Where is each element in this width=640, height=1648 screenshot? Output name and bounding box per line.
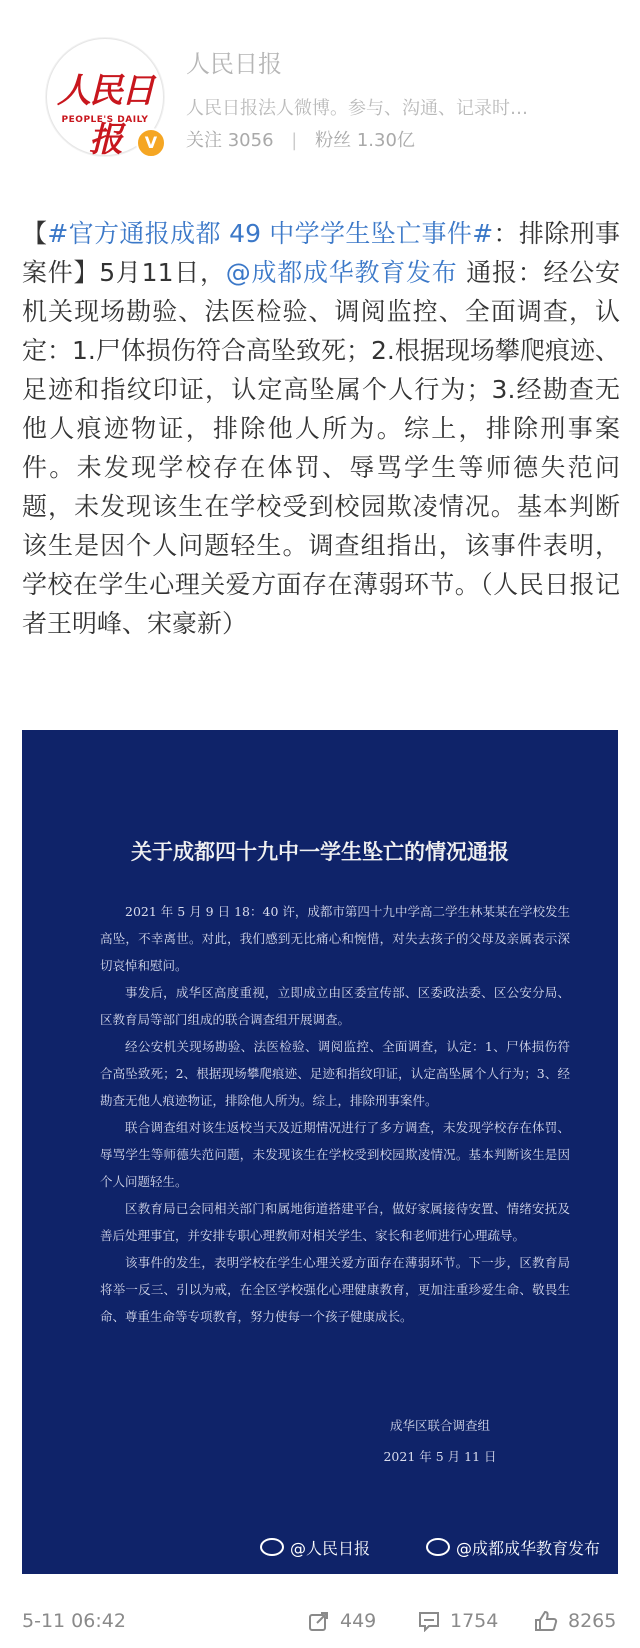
stats-divider: | <box>291 130 298 151</box>
post-footer <box>0 1600 640 1648</box>
watermark-right <box>426 1536 600 1559</box>
repost-icon <box>308 1610 330 1632</box>
post-text <box>22 214 620 643</box>
post-body: 通报：经公安机关现场勘验、法医检验、调阅监控、全面调查，认定：1.尸体损伤符合高坠致死；2.根据现场攀爬痕迹、足迹和指纹印证，认定高坠属个人行为；3.经勘查无他人痕迹物证，排除他人所为。综上，排除刑事案件。未发现学校存在体罚、辱骂学生等师德失范问题，未发现该生在学校受到校园欺凌情况。基本判断该生是因个人问题轻生。调查组指出，该事件表明，学校在学生心理关爱方面存在薄弱环节。（人民日报记者王明峰、宋豪新） <box>22 258 620 638</box>
comment-icon <box>418 1610 440 1632</box>
document-paragraph: 区教育局已会同相关部门和属地街道搭建平台，做好家属接待安置、情绪安抚及善后处理事宜，并安排专职心理教师对相关学生、家长和老师进行心理疏导。 <box>100 1201 570 1243</box>
follow-label: 关注 <box>186 130 222 151</box>
document-paragraph: 联合调查组对该生返校当天及近期情况进行了多方调查，未发现学校存在体罚、辱骂学生等师德失范问题，未发现该生在学校受到校园欺凌情况。基本判断该生是因个人问题轻生。 <box>100 1120 570 1189</box>
account-header <box>0 0 640 190</box>
document-signature-block <box>360 1410 520 1472</box>
mention-link[interactable]: @成都成华教育发布 <box>225 258 458 287</box>
document-title: 关于成都四十九中一学生坠亡的情况通报 <box>131 839 509 864</box>
comment-count: 1754 <box>450 1610 499 1632</box>
account-bio: 人民日报法人微博。参与、沟通、记录时… <box>186 98 528 119</box>
thumbs-up-icon <box>534 1610 558 1632</box>
post-image[interactable] <box>22 730 618 1574</box>
watermark-left <box>260 1536 370 1559</box>
repost-count: 449 <box>340 1610 377 1632</box>
comment-button[interactable] <box>418 1610 498 1632</box>
verified-badge-icon: V <box>136 128 166 158</box>
fans-count[interactable]: 1.30亿 <box>356 130 415 151</box>
fans-label: 粉丝 <box>315 130 352 151</box>
logo-chinese-text: 人民日报 <box>57 71 153 160</box>
like-button[interactable] <box>534 1610 616 1632</box>
logo-english-text: PEOPLE'S DAILY <box>61 115 149 125</box>
document-date: 2021 年 5 月 11 日 <box>383 1449 497 1464</box>
account-stats <box>186 126 415 152</box>
weibo-icon <box>426 1538 450 1556</box>
weibo-icon <box>260 1538 284 1556</box>
document-signature: 成华区联合调查组 <box>389 1418 490 1433</box>
post-time: 5-11 06:42 <box>22 1610 126 1632</box>
repost-button[interactable] <box>308 1610 376 1632</box>
document-paragraph: 经公安机关现场勘验、法医检验、调阅监控、全面调查，认定：1、尸体损伤符合高坠致死；2、根据现场攀爬痕迹、足迹和指纹印证，认定高坠属个人行为；3、经勘查无他人痕迹物证，排除他人所为。综上，排除刑事案件。 <box>100 1039 570 1108</box>
post-bracket-open: 【 <box>22 219 48 248</box>
document-paragraph: 该事件的发生，表明学校在学生心理关爱方面存在薄弱环节。下一步，区教育局将举一反三、引以为戒，在全区学校强化心理健康教育，更加注重珍爱生命、敬畏生命、尊重生命等专项教育，努力使每一个孩子健康成长。 <box>100 1255 570 1324</box>
post-headline-rest: ：排除刑事案件】5月11日， <box>22 219 620 287</box>
follow-count[interactable]: 3056 <box>227 130 274 151</box>
document-paragraph: 事发后，成华区高度重视，立即成立由区委宣传部、区委政法委、区公安分局、区教育局等部门组成的联合调查组开展调查。 <box>100 985 570 1027</box>
account-name[interactable]: 人民日报 <box>186 50 282 78</box>
like-count: 8265 <box>568 1610 617 1632</box>
document-paragraph: 2021 年 5 月 9 日 18：40 许，成都市第四十九中学高二学生林某某在学校发生高坠，不幸离世。对此，我们感到无比痛心和惋惜，对失去孩子的父母及亲属表示深切哀悼和慰问。 <box>100 904 570 973</box>
watermark-right-text: @成都成华教育发布 <box>456 1539 601 1558</box>
document-body <box>100 898 570 1330</box>
watermark-left-text: @人民日报 <box>290 1539 371 1558</box>
hashtag-link[interactable]: #官方通报成都 49 中学学生坠亡事件# <box>47 219 494 248</box>
